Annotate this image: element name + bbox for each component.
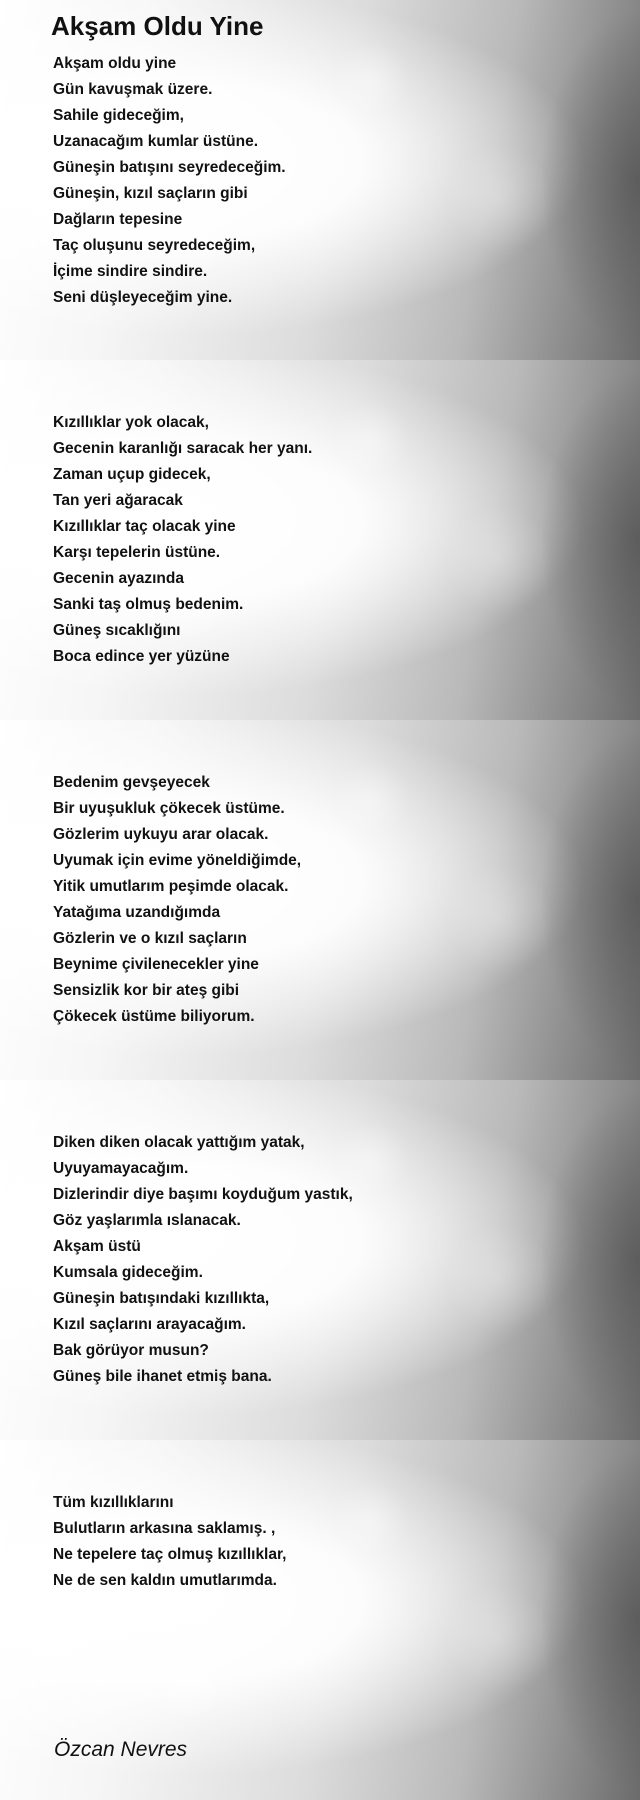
poem-line: Kızıllıklar yok olacak,	[53, 414, 209, 431]
poem-line: Zaman uçup gidecek,	[53, 466, 211, 483]
poem-line: Kızıllıklar taç olacak yine	[53, 518, 236, 535]
poem-line: Diken diken olacak yattığım yatak,	[53, 1134, 305, 1151]
poem-line: Gözlerin ve o kızıl saçların	[53, 930, 247, 947]
stanza-4	[53, 1130, 353, 1390]
poem-line: Karşı tepelerin üstüne.	[53, 544, 221, 561]
poem-line: Bulutların arkasına saklamış. ,	[53, 1520, 276, 1537]
poem-line: Beynime çivilenecekler yine	[53, 956, 259, 973]
poem-line: Boca edince yer yüzüne	[53, 648, 230, 665]
poem-line: Göz yaşlarımla ıslanacak.	[53, 1212, 241, 1229]
poem-line: Dizlerindir diye başımı koyduğum yastık,	[53, 1186, 353, 1203]
poem-line: Güneşin, kızıl saçların gibi	[53, 185, 248, 202]
poem-line: İçime sindire sindire.	[53, 263, 208, 280]
poem-line: Ne de sen kaldın umutlarımda.	[53, 1572, 277, 1589]
poem-line: Gözlerim uykuyu arar olacak.	[53, 826, 269, 843]
poem-line: Akşam üstü	[53, 1238, 141, 1255]
author-signature: Özcan Nevres	[54, 1738, 188, 1761]
poem-line: Gecenin karanlığı saracak her yanı.	[53, 440, 313, 457]
poem-line: Dağların tepesine	[53, 211, 183, 228]
poem-line: Kızıl saçlarını arayacağım.	[53, 1316, 246, 1333]
stanza-3	[53, 770, 301, 1030]
poem-line: Gecenin ayazında	[53, 570, 184, 587]
poem-line: Güneşin batışını seyredeceğim.	[53, 159, 286, 176]
poem-line: Taç oluşunu seyredeceğim,	[53, 237, 256, 254]
poem-line: Güneşin batışındaki kızıllıkta,	[53, 1290, 270, 1307]
poem-line: Çökecek üstüme biliyorum.	[53, 1008, 255, 1025]
poem-title: Akşam Oldu Yine	[51, 11, 264, 41]
stanza-2	[53, 410, 312, 670]
poem-line: Gün kavuşmak üzere.	[53, 81, 213, 98]
poem-line: Akşam oldu yine	[53, 55, 177, 72]
poem-line: Sanki taş olmuş bedenim.	[53, 596, 244, 613]
poem-line: Bak görüyor musun?	[53, 1342, 209, 1359]
poem-line: Kumsala gideceğim.	[53, 1264, 203, 1281]
stanza-1	[53, 51, 286, 311]
poem-line: Yatağıma uzandığımda	[53, 904, 221, 921]
poem-line: Sensizlik kor bir ateş gibi	[53, 982, 240, 999]
stanza-5	[53, 1490, 286, 1594]
poem-line: Uyumak için evime yöneldiğimde,	[53, 852, 302, 869]
poem-line: Tan yeri ağaracak	[53, 492, 183, 509]
poem-line: Tüm kızıllıklarını	[53, 1494, 174, 1511]
poem-line: Sahile gideceğim,	[53, 107, 184, 124]
poem-line: Uyuyamayacağım.	[53, 1160, 189, 1177]
poem-line: Seni düşleyeceğim yine.	[53, 289, 233, 306]
poem-line: Güneş bile ihanet etmiş bana.	[53, 1368, 272, 1385]
poem-line: Bir uyuşukluk çökecek üstüme.	[53, 800, 285, 817]
poem-line: Güneş sıcaklığını	[53, 622, 181, 639]
poem-line: Uzanacağım kumlar üstüne.	[53, 133, 259, 150]
poem-line: Ne tepelere taç olmuş kızıllıklar,	[53, 1546, 287, 1563]
poem-line: Yitik umutlarım peşimde olacak.	[53, 878, 289, 895]
poem-line: Bedenim gevşeyecek	[53, 774, 210, 791]
